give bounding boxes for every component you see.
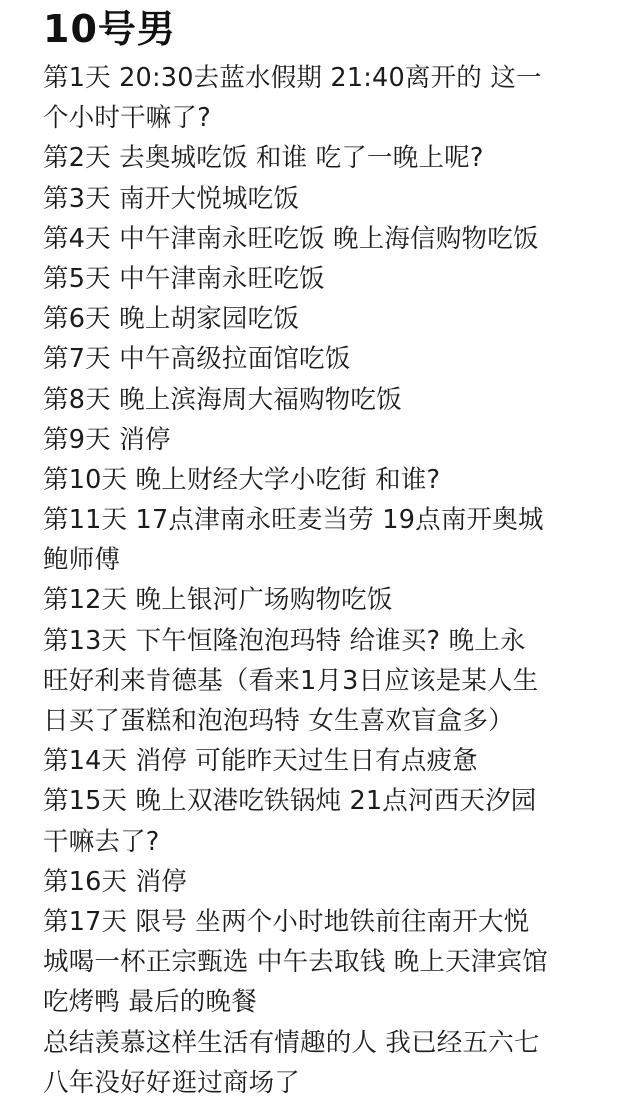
text-line: 第15天 晚上双港吃铁锅炖 21点河西天汐园 bbox=[43, 786, 537, 817]
page-title: 10号男 bbox=[43, 7, 176, 51]
text-line: 第13天 下午恒隆泡泡玛特 给谁买? 晚上永 bbox=[43, 625, 526, 656]
text-line: 旺好利来肯德基（看来1月3日应该是某人生 bbox=[43, 665, 539, 696]
text-line: 第5天 中午津南永旺吃饭 bbox=[43, 263, 325, 294]
text-lines bbox=[43, 58, 626, 1103]
text-line: 城喝一杯正宗甄选 中午去取钱 晚上天津宾馆 bbox=[43, 947, 548, 978]
text-line: 第16天 消停 bbox=[43, 866, 187, 897]
text-line: 第7天 中午高级拉面馆吃饭 bbox=[43, 344, 351, 375]
text-line: 个小时干嘛了? bbox=[43, 103, 211, 134]
text-line: 鲍师傅 bbox=[43, 545, 121, 576]
text-line: 第2天 去奥城吃饭 和谁 吃了一晚上呢? bbox=[43, 143, 484, 174]
text-line: 第4天 中午津南永旺吃饭 晚上海信购物吃饭 bbox=[43, 223, 539, 254]
text-line: 第9天 消停 bbox=[43, 424, 171, 455]
text-line: 第8天 晚上滨海周大福购物吃饭 bbox=[43, 384, 402, 415]
text-line: 吃烤鸭 最后的晚餐 bbox=[43, 987, 257, 1018]
text-line: 总结羡慕这样生活有情趣的人 我已经五六七 bbox=[43, 1027, 540, 1058]
text-line: 第1天 20:30去蓝水假期 21:40离开的 这一 bbox=[43, 63, 542, 93]
text-line: 第6天 晚上胡家园吃饭 bbox=[43, 304, 300, 335]
text-line: 干嘛去了? bbox=[43, 826, 160, 857]
text-line: 第12天 晚上银河广场购物吃饭 bbox=[43, 585, 393, 616]
text-line: 第17天 限号 坐两个小时地铁前往南开大悦 bbox=[43, 906, 530, 937]
text-line: 第14天 消停 可能昨天过生日有点疲惫 bbox=[43, 746, 478, 777]
text-line: 八年没好好逛过商场了 bbox=[43, 1067, 301, 1098]
text-line: 第3天 南开大悦城吃饭 bbox=[43, 183, 300, 214]
text-line: 日买了蛋糕和泡泡玛特 女生喜欢盲盒多） bbox=[43, 706, 514, 736]
text-line: 第10天 晚上财经大学小吃街 和谁? bbox=[43, 464, 441, 495]
text-line: 第11天 17点津南永旺麦当劳 19点南开奥城 bbox=[43, 505, 544, 536]
